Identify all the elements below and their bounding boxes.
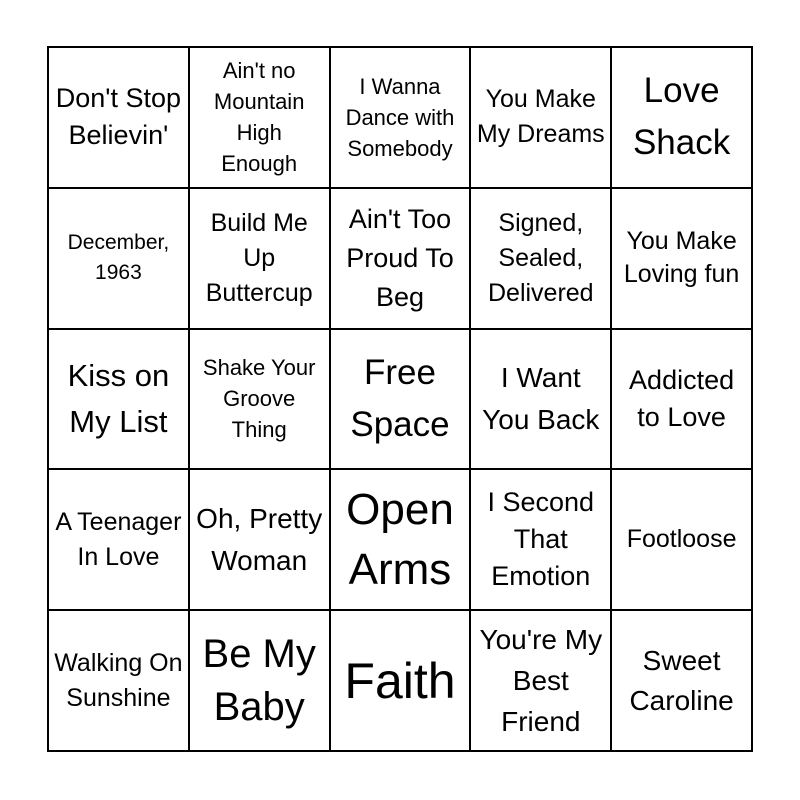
bingo-cell[interactable]	[612, 48, 753, 189]
cell-text: Ain't Too Proud To Beg	[346, 203, 454, 312]
cell-text: Be My Baby	[202, 631, 316, 729]
cell-text: Addicted to Love	[629, 364, 735, 432]
bingo-cell[interactable]	[49, 330, 190, 471]
bingo-cell[interactable]	[471, 48, 612, 189]
bingo-cell[interactable]	[49, 48, 190, 189]
bingo-cell[interactable]	[190, 48, 331, 189]
cell-text: December, 1963	[67, 231, 170, 285]
cell-text: You Make My Dreams	[476, 85, 605, 149]
bingo-cell[interactable]	[331, 48, 472, 189]
bingo-cell[interactable]	[49, 189, 190, 330]
cell-text: Build Me Up Buttercup	[205, 208, 313, 307]
bingo-cell[interactable]	[471, 470, 612, 611]
cell-text: You're My Best Friend	[479, 624, 603, 738]
bingo-cell[interactable]	[190, 189, 331, 330]
bingo-cell[interactable]	[612, 611, 753, 752]
bingo-cell[interactable]	[612, 189, 753, 330]
cell-text: Footloose	[626, 525, 737, 554]
bingo-cell[interactable]	[331, 611, 472, 752]
bingo-cell[interactable]	[49, 611, 190, 752]
cell-text: I Second That Emotion	[487, 487, 595, 592]
cell-text: I Wanna Dance with Somebody	[345, 73, 455, 161]
cell-text: Don't Stop Believin'	[55, 83, 181, 151]
cell-text: Open Arms	[346, 484, 454, 594]
bingo-cell[interactable]	[190, 470, 331, 611]
cell-text: A Teenager In Love	[55, 507, 182, 571]
cell-text: Love Shack	[632, 71, 731, 163]
bingo-cell[interactable]	[612, 470, 753, 611]
bingo-cell[interactable]	[49, 470, 190, 611]
bingo-cell[interactable]	[190, 330, 331, 471]
bingo-cell[interactable]	[612, 330, 753, 471]
bingo-board	[47, 46, 753, 752]
cell-text: Faith	[344, 652, 456, 709]
cell-text: Signed, Sealed, Delivered	[487, 208, 594, 307]
cell-text: Shake Your Groove Thing	[202, 355, 316, 443]
bingo-cell[interactable]	[471, 330, 612, 471]
cell-text: I Want You Back	[482, 361, 600, 435]
bingo-cell[interactable]	[331, 470, 472, 611]
cell-text: Sweet Caroline	[629, 644, 734, 716]
cell-text: Ain't no Mountain High Enough	[213, 58, 305, 177]
bingo-cell[interactable]	[331, 330, 472, 471]
cell-text: Kiss on My List	[67, 357, 170, 439]
cell-text: You Make Loving fun	[623, 227, 740, 289]
bingo-cell[interactable]	[471, 189, 612, 330]
bingo-cell[interactable]	[190, 611, 331, 752]
bingo-cell[interactable]	[331, 189, 472, 330]
cell-text: Free Space	[350, 352, 450, 444]
cell-text: Walking On Sunshine	[54, 648, 183, 712]
cell-text: Oh, Pretty Woman	[196, 502, 323, 576]
bingo-cell[interactable]	[471, 611, 612, 752]
